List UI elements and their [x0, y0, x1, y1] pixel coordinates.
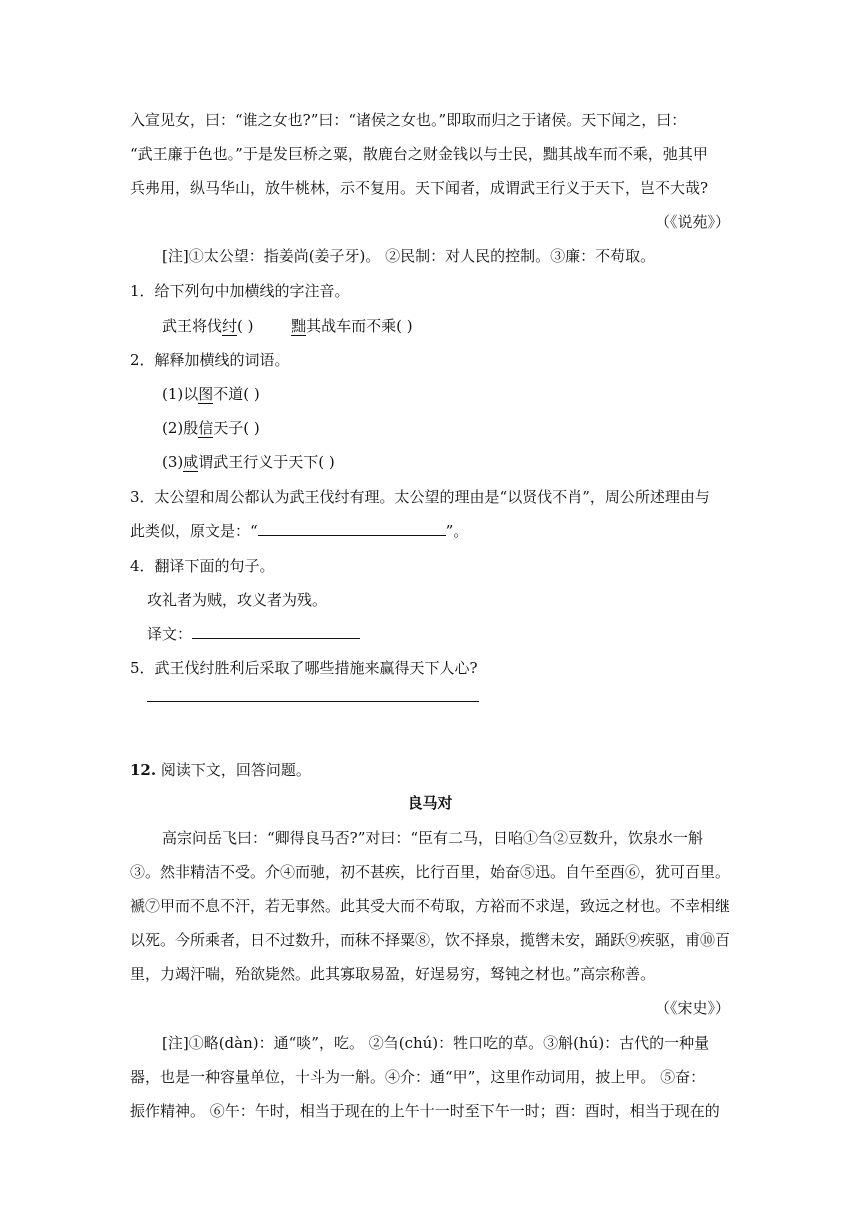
passage-line: 高宗问岳飞曰：“卿得良马否?”对曰：“臣有二马，日啗①刍②豆数升，饮泉水一斛: [162, 829, 704, 847]
q1-item-a-post: ( ): [237, 317, 254, 335]
q2-i2-post: 天子( ): [213, 419, 260, 437]
passage-line: 褫⑦甲而不息不汗，若无事然。此其受大而不苟取，方裕而不求逞，致远之材也。不幸相继: [130, 897, 731, 915]
question-1-label: 1．给下列句中加横线的字注音。: [130, 282, 350, 300]
passage-line: 里，力竭汗喘，殆欲毙然。此其寡取易盈，好逞易穷，驽钝之材也。”高宗称善。: [130, 965, 656, 983]
passage-note: 振作精神。 ⑥午：午时，相当于现在的上午十一时至下午一时；酉：酉时，相当于现在的: [130, 1102, 720, 1120]
q2-i1-pre: (1)以: [162, 385, 199, 403]
passage-note: 器，也是一种容量单位，十斗为一斛。④介：通“甲”，这里作动词用，披上甲。 ⑤奋：: [130, 1068, 706, 1086]
q2-i2-underlined: 信: [198, 419, 214, 437]
question-2-label: 2．解释加横线的词语。: [130, 351, 290, 369]
section-12-number: 12.: [130, 761, 157, 779]
passage-source: （《说苑》）: [654, 213, 730, 231]
q2-i3-underlined: 咸: [183, 453, 199, 471]
question-4-answer: [147, 624, 747, 644]
passage-line: 以死。今所乘者，日不过数升，而秣不择粟⑧，饮不择泉，揽辔未安，踊跃⑨疾驱，甫⑩百: [130, 931, 731, 949]
q3-pre: 此类似，原文是：“: [130, 522, 258, 540]
q1-item-a-pre: 武王将伐: [162, 317, 223, 335]
q2-i2-pre: (2)殷: [162, 419, 199, 437]
q2-i3-pre: (3): [162, 453, 184, 471]
question-4-sentence: 攻礼者为贼，攻义者为残。: [147, 591, 328, 609]
passage-note: [注]①太公望：指姜尚(姜子牙)。 ②民制：对人民的控制。③廉：不苟取。: [162, 247, 656, 265]
q1-item-a-underlined: 纣: [222, 317, 238, 335]
question-3-line-2: [130, 521, 730, 541]
question-2-item-1: [162, 384, 762, 404]
q2-i1-underlined: 图: [198, 385, 214, 403]
section-12-instruction: 阅读下文，回答问题。: [160, 761, 311, 779]
q3-post: ”。: [445, 522, 469, 540]
question-1-items: [162, 316, 762, 336]
q1-item-b-post: 其战车而不乘( ): [306, 317, 413, 335]
q5-answer-blank[interactable]: [147, 701, 479, 702]
passage-note: [注]①略(dàn)：通“啖”，吃。 ②刍(chú)：牲口吃的草。③斛(hú)：古代的一种量: [162, 1034, 710, 1052]
q2-i3-post: 谓武王行义于天下( ): [198, 453, 335, 471]
question-5-label: 5．武王伐纣胜利后采取了哪些措施来赢得天下人心?: [130, 659, 478, 677]
passage-line: ③。然非精洁不受。介④而驰，初不甚疾，比行百里，始奋⑤迅。自午至酉⑥，犹可百里。: [130, 863, 731, 881]
passage-line: 入宣见女，曰：“谁之女也?”曰：“诸侯之女也。”即取而归之于诸侯。天下闻之，曰：: [130, 111, 687, 129]
passage-source: （《宋史》）: [654, 999, 730, 1017]
question-2-item-2: [162, 418, 762, 438]
question-2-item-3: [162, 452, 762, 472]
passage-title: 良马对: [407, 794, 453, 812]
q4-answer-blank[interactable]: [192, 624, 360, 639]
section-12-header: [130, 760, 730, 780]
q3-answer-blank[interactable]: [258, 521, 446, 536]
q4-answer-label: 译文：: [147, 625, 193, 643]
passage-line: 兵弗用，纵马华山，放牛桃林，示不复用。天下闻者，成谓武王行义于天下，岂不大哉?: [130, 179, 709, 197]
q2-i1-post: 不道( ): [213, 385, 260, 403]
q1-item-b-underlined: 黜: [291, 317, 307, 335]
question-3-line-1: 3．太公望和周公都认为武王伐纣有理。太公望的理由是“以贤伐不肖”，周公所述理由与: [130, 488, 710, 506]
question-4-label: 4．翻译下面的句子。: [130, 557, 275, 575]
passage-line: “武王廉于色也。”于是发巨桥之粟，散鹿台之财金钱以与士民，黜其战车而不乘，弛其甲: [130, 145, 708, 163]
